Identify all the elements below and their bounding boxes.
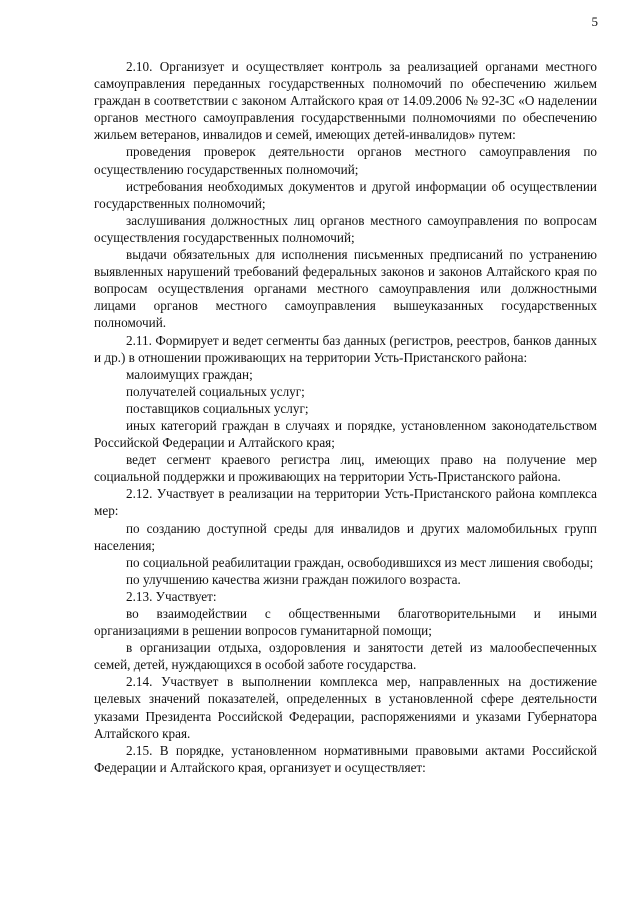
- paragraph-2-12: 2.12. Участвует в реализации на территории Усть-Пристанского района комплекса мер:: [94, 486, 597, 519]
- list-item-low-income: малоимущих граждан;: [126, 366, 253, 382]
- paragraph-2-14: 2.14. Участвует в выполнении комплекса мер, направленных на достижение целевых значений показателей, определенных в установленной сфере деятельности указами Президента Российской Федерации, распоряжениями и указами Губернатора Алтайского края.: [94, 674, 597, 741]
- paragraph-2-11: 2.11. Формирует и ведет сегменты баз данных (регистров, реестров, банков данных и др.) в отношении проживающих на территории Усть-Пристанского района:: [94, 332, 597, 365]
- list-item-other-categories: иных категорий граждан в случаях и порядке, установленном законодательством Российской Федерации и Алтайского края;: [94, 417, 597, 451]
- list-item-elderly-quality: по улучшению качества жизни граждан пожилого возраста.: [126, 571, 461, 587]
- document-body: [94, 58, 597, 776]
- list-item-prescriptions: выдачи обязательных для исполнения письменных предписаний по устранению выявленных нарушений требований федеральных законов и законов Алтайского края по вопросам осуществления органами местного самоуправления или должностными лицами органов местного самоуправления вышеуказанных государственных полномочий.: [94, 247, 597, 331]
- list-item-children-recreation: в организации отдыха, оздоровления и занятости детей из малообеспеченных семей, детей, нуждающихся в особой заботе государства.: [94, 640, 597, 673]
- list-item-regional-register: ведет сегмент краевого регистра лиц, имеющих право на получение мер социальной поддержки и проживающих на территории Усть-Пристанского района.: [94, 452, 597, 485]
- list-item-accessible-environment: по созданию доступной среды для инвалидов и других маломобильных групп населения;: [94, 520, 597, 553]
- paragraph-2-15: 2.15. В порядке, установленном нормативными правовыми актами Российской Федерации и Алтайского края, организует и осуществляет:: [94, 742, 597, 775]
- list-item-service-recipients: получателей социальных услуг;: [126, 383, 305, 399]
- paragraph-2-10: 2.10. Организует и осуществляет контроль за реализацией органами местного самоуправления переданных государственных полномочий по обеспечению жильем граждан в соответствии с законом Алтайского края от 14.09.2006 № 92-ЗС «О наделении органов местного самоуправления государственными полномочиями по обеспечению жильем ветеранов, инвалидов и семей, имеющих детей-инвалидов» путем:: [94, 59, 597, 143]
- list-item-charity-cooperation: во взаимодействии с общественными благотворительными и иными организациями в решении вопросов гуманитарной помощи;: [94, 606, 597, 639]
- list-item-rehabilitation: по социальной реабилитации граждан, освободившихся из мест лишения свободы;: [126, 554, 594, 570]
- list-item-hearing-officials: заслушивания должностных лиц органов местного самоуправления по вопросам осуществления государственных полномочий;: [94, 212, 597, 245]
- list-item-inspections: проведения проверок деятельности органов местного самоуправления по осуществлению государственных полномочий;: [94, 144, 597, 177]
- list-item-documents-request: истребования необходимых документов и другой информации об осуществлении государственных полномочий;: [94, 178, 597, 211]
- paragraph-2-13: 2.13. Участвует:: [126, 588, 217, 604]
- list-item-service-providers: поставщиков социальных услуг;: [126, 400, 309, 416]
- page-number: 5: [591, 14, 598, 29]
